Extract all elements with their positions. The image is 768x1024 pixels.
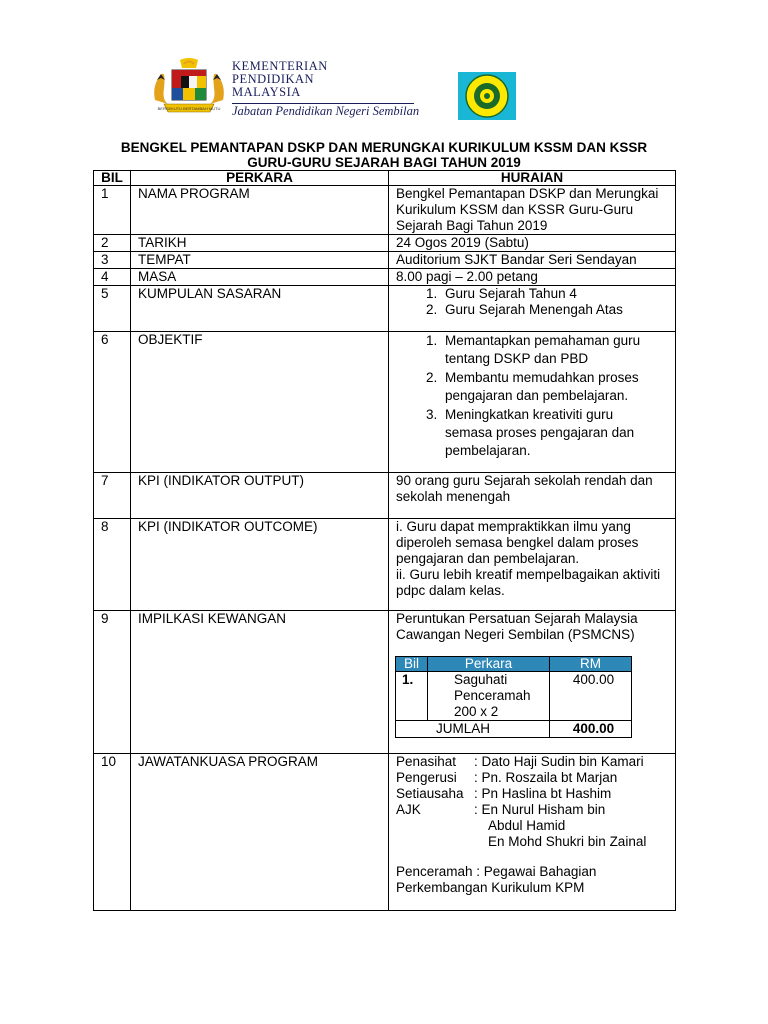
objective-list [396, 332, 653, 460]
row-bil: 5 [94, 286, 131, 332]
cost-bil: 1. [396, 672, 428, 721]
cost-total-label: JUMLAH [396, 721, 550, 738]
column-header-huraian: HURAIAN [389, 171, 676, 186]
table-row [94, 473, 676, 519]
table-row [94, 754, 676, 911]
table-header-row [94, 171, 676, 186]
ministry-subtitle: Jabatan Pendidikan Negeri Sembilan [232, 104, 420, 118]
row-perkara: NAMA PROGRAM [131, 186, 389, 235]
ministry-line3: MALAYSIA [232, 85, 301, 99]
row-huraian: 24 Ogos 2019 (Sabtu) [389, 235, 676, 252]
row-perkara: IMPILKASI KEWANGAN [131, 611, 389, 754]
cost-row [396, 672, 632, 721]
outcome-line2: ii. Guru lebih kreatif mempelbagaikan aktiviti pdpc dalam kelas. [396, 567, 661, 598]
row-perkara: OBJEKTIF [131, 332, 389, 473]
cost-header-rm: RM [550, 657, 632, 672]
row-bil: 8 [94, 519, 131, 611]
row-bil: 10 [94, 754, 131, 911]
row-huraian [389, 754, 676, 911]
committee-ajk-value-cont: Abdul Hamid [488, 818, 566, 833]
list-item: 2. Guru Sejarah Menengah Atas [441, 302, 675, 318]
table-row [94, 332, 676, 473]
row-huraian [389, 332, 676, 473]
cost-perkara: Saguhati Penceramah 200 x 2 [428, 672, 550, 721]
row-perkara: TEMPAT [131, 252, 389, 269]
list-item: 3. Meningkatkan kreativiti guru semasa proses pengajaran dan pembelajaran. [441, 406, 653, 460]
row-bil: 2 [94, 235, 131, 252]
row-bil: 3 [94, 252, 131, 269]
row-huraian: 8.00 pagi – 2.00 petang [389, 269, 676, 286]
cost-rm: 400.00 [550, 672, 632, 721]
list-item: 1. Guru Sejarah Tahun 4 [441, 286, 675, 302]
committee-secretary-label: Setiausaha [396, 786, 464, 801]
committee-advisor [396, 754, 675, 770]
row-huraian: 90 orang guru Sejarah sekolah rendah dan sekolah menengah [389, 473, 676, 519]
table-row [94, 269, 676, 286]
row-huraian [389, 611, 676, 754]
row-perkara: TARIKH [131, 235, 389, 252]
cost-total-value: 400.00 [550, 721, 632, 738]
table-row [94, 286, 676, 332]
list-item: 2. Membantu memudahkan proses pengajaran dan pembelajaran. [441, 369, 653, 405]
cost-table [395, 656, 632, 738]
row-huraian: Auditorium SJKT Bandar Seri Sendayan [389, 252, 676, 269]
committee-ajk-value: : En Nurul Hisham bin [474, 802, 606, 817]
outcome-line1: i. Guru dapat mempraktikkan ilmu yang diperoleh semasa bengkel dalam proses pengajaran dan pembelajaran. [396, 519, 639, 566]
committee-secretary [396, 786, 675, 802]
column-header-bil: BIL [94, 171, 131, 186]
committee-chair-label: Pengerusi [396, 770, 457, 785]
table-row [94, 186, 676, 235]
row-perkara: KPI (INDIKATOR OUTPUT) [131, 473, 389, 519]
row-bil: 4 [94, 269, 131, 286]
column-header-perkara: PERKARA [131, 171, 389, 186]
row-perkara: KUMPULAN SASARAN [131, 286, 389, 332]
committee-ajk-member2: En Mohd Shukri bin Zainal [488, 834, 647, 849]
ministry-line1: KEMENTERIAN [232, 59, 328, 73]
committee-advisor-value: : Dato Haji Sudin bin Kamari [474, 754, 644, 769]
committee-chair-value: : Pn. Roszaila bt Marjan [474, 770, 618, 785]
cost-header-row [396, 657, 632, 672]
row-perkara: JAWATANKUASA PROGRAM [131, 754, 389, 911]
row-bil: 9 [94, 611, 131, 754]
committee-ajk [396, 802, 675, 818]
cost-header-bil: Bil [396, 657, 428, 672]
committee-speaker: Penceramah : Pegawai Bahagian Perkembangan Kurikulum KPM [396, 864, 597, 895]
table-row [94, 235, 676, 252]
svg-text:BERSEKUTU BERTAMBAH MUTU: BERSEKUTU BERTAMBAH MUTU [157, 106, 221, 111]
target-group-list [396, 286, 675, 318]
ministry-line2: PENDIDIKAN [232, 72, 315, 86]
row-huraian [389, 286, 676, 332]
table-row [94, 611, 676, 754]
cost-total-row [396, 721, 632, 738]
funding-source: Peruntukan Persatuan Sejarah Malaysia Cawangan Negeri Sembilan (PSMCNS) [396, 611, 638, 642]
document-title-line2: GURU-GURU SEJARAH BAGI TAHUN 2019 [247, 155, 521, 170]
document-title-line1: BENGKEL PEMANTAPAN DSKP DAN MERUNGKAI KURIKULUM KSSM DAN KSSR [120, 140, 648, 155]
row-huraian [389, 519, 676, 611]
program-table [93, 170, 676, 911]
persatuan-sejarah-malaysia-logo-icon [458, 72, 516, 120]
row-perkara: MASA [131, 269, 389, 286]
list-item: 1. Memantapkan pemahaman guru tentang DSKP dan PBD [441, 332, 653, 368]
cost-header-perkara: Perkara [428, 657, 550, 672]
row-bil: 6 [94, 332, 131, 473]
row-perkara: KPI (INDIKATOR OUTCOME) [131, 519, 389, 611]
ministry-name [232, 60, 328, 99]
row-bil: 7 [94, 473, 131, 519]
committee-advisor-label: Penasihat [396, 754, 457, 769]
committee-ajk-label: AJK [396, 802, 421, 817]
committee-chair [396, 770, 675, 786]
malaysia-coat-of-arms-icon [150, 58, 228, 120]
row-bil: 1 [94, 186, 131, 235]
table-row [94, 252, 676, 269]
table-row [94, 519, 676, 611]
row-huraian: Bengkel Pemantapan DSKP dan Merungkai Kurikulum KSSM dan KSSR Guru-Guru Sejarah Bagi Tahun 2019 [389, 186, 676, 235]
committee-secretary-value: : Pn Haslina bt Hashim [474, 786, 612, 801]
